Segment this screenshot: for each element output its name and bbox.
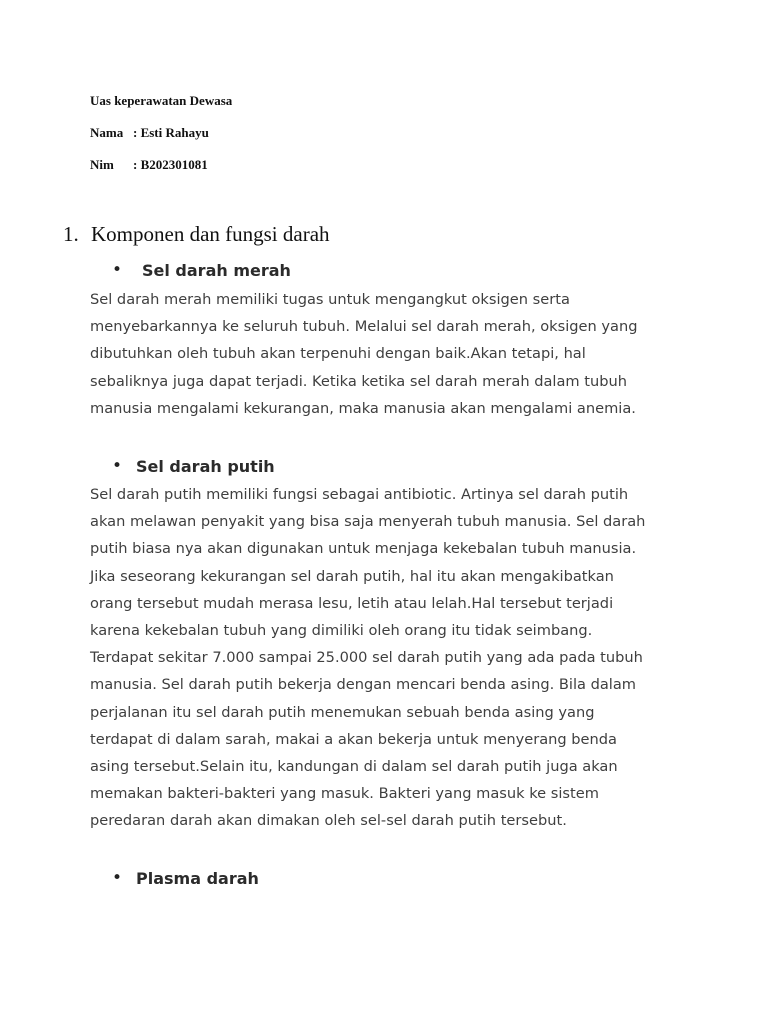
nim-label: Nim <box>90 157 114 172</box>
student-id-row <box>90 157 208 173</box>
subsection-heading-plasma: Plasma darah <box>136 869 259 888</box>
bullet-icon: • <box>112 868 123 888</box>
paragraph-line: asing tersebut.Selain itu, kandungan di dalam sel darah putih juga akan <box>90 757 618 775</box>
paragraph-line: terdapat di dalam sarah, makai a akan bekerja untuk menyerang benda <box>90 730 617 748</box>
name-label: Nama <box>90 125 124 140</box>
bullet-icon: • <box>112 260 123 280</box>
paragraph-line: perjalanan itu sel darah putih menemukan sebuah benda asing yang <box>90 703 595 721</box>
paragraph-line: manusia. Sel darah putih bekerja dengan mencari benda asing. Bila dalam <box>90 676 637 694</box>
name-value: : Esti Rahayu <box>133 125 209 140</box>
paragraph-line: manusia mengalami kekurangan, maka manusia akan mengalami anemia. <box>90 399 636 417</box>
section-number: 1. <box>63 222 79 246</box>
paragraph-line: Terdapat sekitar 7.000 sampai 25.000 sel darah putih yang ada pada tubuh <box>90 649 643 667</box>
section-heading: Komponen dan fungsi darah <box>91 222 330 246</box>
nim-value: : B202301081 <box>133 157 208 172</box>
paragraph-line: memakan bakteri-bakteri yang masuk. Bakteri yang masuk ke sistem <box>90 785 599 803</box>
paragraph-line: Sel darah putih memiliki fungsi sebagai antibiotic. Artinya sel darah putih <box>90 486 629 503</box>
paragraph-line: Jika seseorang kekurangan sel darah putih, hal itu akan mengakibatkan <box>90 567 614 585</box>
paragraph-line: menyebarkannya ke seluruh tubuh. Melalui sel darah merah, oksigen yang <box>90 318 638 336</box>
subsection-heading-red-blood-cells: Sel darah merah <box>142 261 291 280</box>
paragraph-line: peredaran darah akan dimakan oleh sel-sel darah putih tersebut. <box>90 812 567 830</box>
paragraph-line: karena kekebalan tubuh yang dimiliki oleh orang itu tidak seimbang. <box>90 621 593 639</box>
paragraph-line: Sel darah merah memiliki tugas untuk mengangkut oksigen serta <box>90 291 570 308</box>
paragraph-line: sebaliknya juga dapat terjadi. Ketika ketika sel darah merah dalam tubuh <box>90 372 628 390</box>
paragraph-line: orang tersebut mudah merasa lesu, letih atau lelah.Hal tersebut terjadi <box>90 594 614 612</box>
student-name-row <box>90 125 209 141</box>
subsection-heading-white-blood-cells: Sel darah putih <box>136 457 275 476</box>
paragraph-line: putih biasa nya akan digunakan untuk menjaga kekebalan tubuh manusia. <box>90 540 637 558</box>
bullet-icon: • <box>112 456 123 476</box>
paragraph-line: akan melawan penyakit yang bisa saja menyerah tubuh manusia. Sel darah <box>90 513 646 531</box>
document-title: Uas keperawatan Dewasa <box>90 93 233 108</box>
paragraph-line: dibutuhkan oleh tubuh akan terpenuhi dengan baik.Akan tetapi, hal <box>90 345 586 363</box>
paragraph-red-blood-cells <box>90 286 690 422</box>
paragraph-white-blood-cells <box>90 481 690 834</box>
